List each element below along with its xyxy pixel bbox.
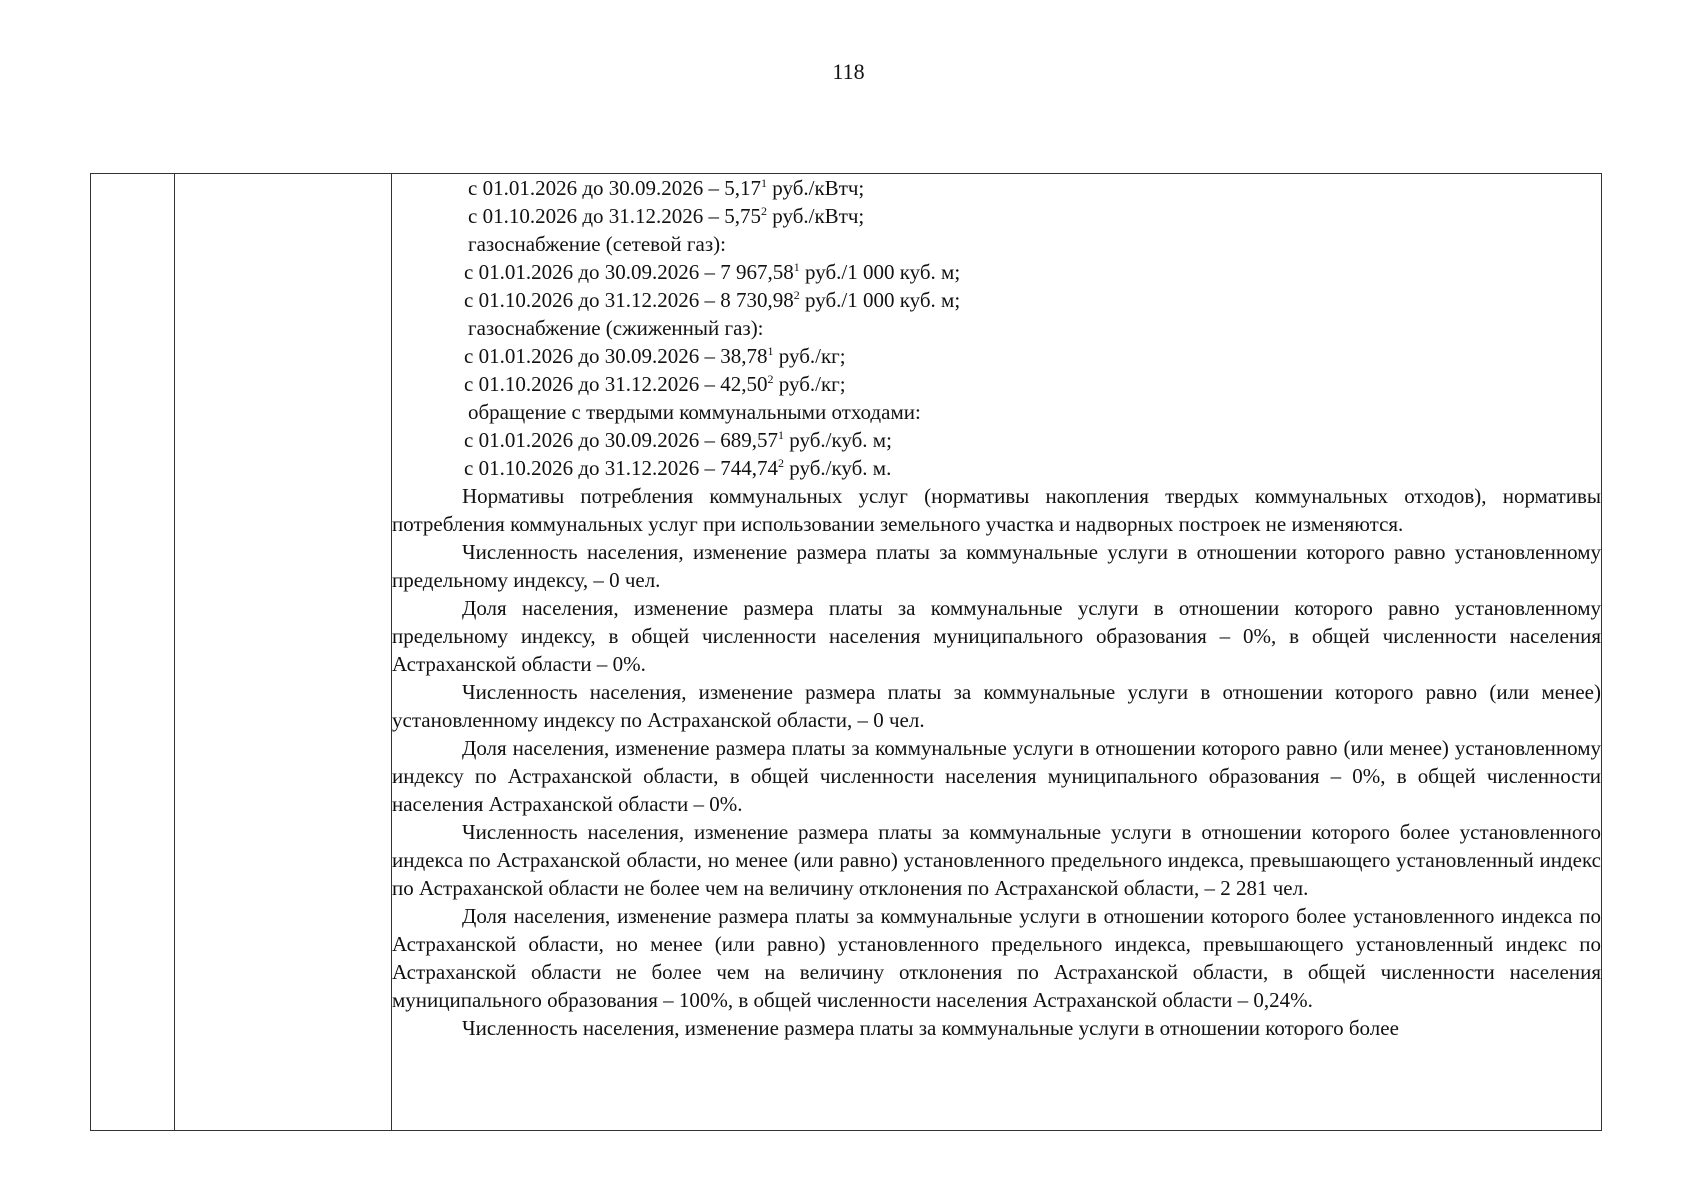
tariff-text: с 01.10.2026 до 31.12.2026 – 42,50 bbox=[464, 372, 768, 396]
paragraph: Численность населения, изменение размера платы за коммунальные услуги в отношении которого равно (или менее) установленному индексу по Астраханской области, – 0 чел. bbox=[392, 680, 1601, 732]
footnote-mark: 2 bbox=[767, 372, 774, 386]
table-cell-name bbox=[175, 174, 392, 1131]
tariff-text: газоснабжение (сетевой газ): bbox=[468, 232, 726, 256]
content-table bbox=[90, 173, 1602, 1131]
paragraph: Численность населения, изменение размера платы за коммунальные услуги в отношении которого более bbox=[462, 1016, 1399, 1040]
tariff-text: с 01.01.2026 до 30.09.2026 – 38,78 bbox=[464, 344, 768, 368]
tariff-text: обращение с твердыми коммунальными отходами: bbox=[468, 400, 921, 424]
paragraph-list bbox=[392, 482, 1601, 1042]
tariff-unit: руб./кВтч; bbox=[767, 176, 865, 200]
tariff-list bbox=[392, 174, 1601, 482]
paragraph: Доля населения, изменение размера платы за коммунальные услуги в отношении которого более установленного индекса по Астраханской области, но менее (или равно) установленного предельного индекса, превышающего установленный индекс по Астраханской области не более чем на величину отклонения по Астраханской области, в общей численности населения муниципального образования – 100%, в общей численности населения Астраханской области – 0,24%. bbox=[392, 904, 1601, 1012]
tariff-unit: руб./кг; bbox=[773, 372, 846, 396]
tariff-text: с 01.10.2026 до 31.12.2026 – 744,74 bbox=[464, 456, 779, 480]
tariff-unit: руб./кВтч; bbox=[767, 204, 865, 228]
footnote-mark: 2 bbox=[793, 288, 800, 302]
tariff-text: с 01.01.2026 до 30.09.2026 – 7 967,58 bbox=[464, 260, 794, 284]
tariff-heading bbox=[392, 230, 1601, 258]
tariff-line bbox=[392, 454, 1601, 482]
paragraph: Численность населения, изменение размера платы за коммунальные услуги в отношении которого более установленного индекса по Астраханской области, но менее (или равно) установленного предельного индекса, превышающего установленный индекс по Астраханской области не более чем на величину отклонения по Астраханской области, – 2 281 чел. bbox=[392, 820, 1601, 900]
tariff-unit: руб./1 000 куб. м; bbox=[799, 288, 961, 312]
paragraph: Доля населения, изменение размера платы за коммунальные услуги в отношении которого равно (или менее) установленному индексу по Астраханской области, в общей численности населения муниципального образования – 0%, в общей численности населения Астраханской области – 0%. bbox=[392, 736, 1601, 816]
tariff-line bbox=[392, 426, 1601, 454]
paragraph: Численность населения, изменение размера платы за коммунальные услуги в отношении которого равно установленному предельному индексу, – 0 чел. bbox=[392, 540, 1601, 592]
tariff-text: с 01.10.2026 до 31.12.2026 – 5,75 bbox=[468, 204, 762, 228]
tariff-heading bbox=[392, 398, 1601, 426]
tariff-unit: руб./куб. м. bbox=[784, 456, 892, 480]
tariff-line bbox=[392, 370, 1601, 398]
tariff-line bbox=[392, 286, 1601, 314]
tariff-line bbox=[392, 342, 1601, 370]
tariff-line bbox=[392, 258, 1601, 286]
tariff-line bbox=[392, 202, 1601, 230]
table-row bbox=[91, 174, 1602, 1131]
tariff-unit: руб./куб. м; bbox=[784, 428, 892, 452]
tariff-unit: руб./1 000 куб. м; bbox=[799, 260, 961, 284]
tariff-unit: руб./кг; bbox=[773, 344, 846, 368]
footnote-mark: 2 bbox=[761, 204, 768, 218]
tariff-heading bbox=[392, 314, 1601, 342]
table-cell-content bbox=[392, 174, 1602, 1131]
tariff-text: газоснабжение (сжиженный газ): bbox=[468, 316, 764, 340]
footnote-mark: 1 bbox=[761, 176, 768, 190]
footnote-mark: 1 bbox=[767, 344, 774, 358]
tariff-text: с 01.01.2026 до 30.09.2026 – 5,17 bbox=[468, 176, 762, 200]
table-cell-number bbox=[91, 174, 175, 1131]
footnote-mark: 1 bbox=[778, 428, 785, 442]
tariff-line bbox=[392, 174, 1601, 202]
paragraph: Доля населения, изменение размера платы за коммунальные услуги в отношении которого равно установленному предельному индексу, в общей численности населения муниципального образования – 0%, в общей численности населения Астраханской области – 0%. bbox=[392, 596, 1601, 676]
paragraph: Нормативы потребления коммунальных услуг (нормативы накопления твердых коммунальных отходов), нормативы потребления коммунальных услуг при использовании земельного участка и надворных построек не изменяются. bbox=[392, 484, 1601, 536]
page-number: 118 bbox=[832, 59, 865, 84]
footnote-mark: 1 bbox=[793, 260, 800, 274]
footnote-mark: 2 bbox=[778, 456, 785, 470]
tariff-text: с 01.10.2026 до 31.12.2026 – 8 730,98 bbox=[464, 288, 794, 312]
tariff-text: с 01.01.2026 до 30.09.2026 – 689,57 bbox=[464, 428, 779, 452]
